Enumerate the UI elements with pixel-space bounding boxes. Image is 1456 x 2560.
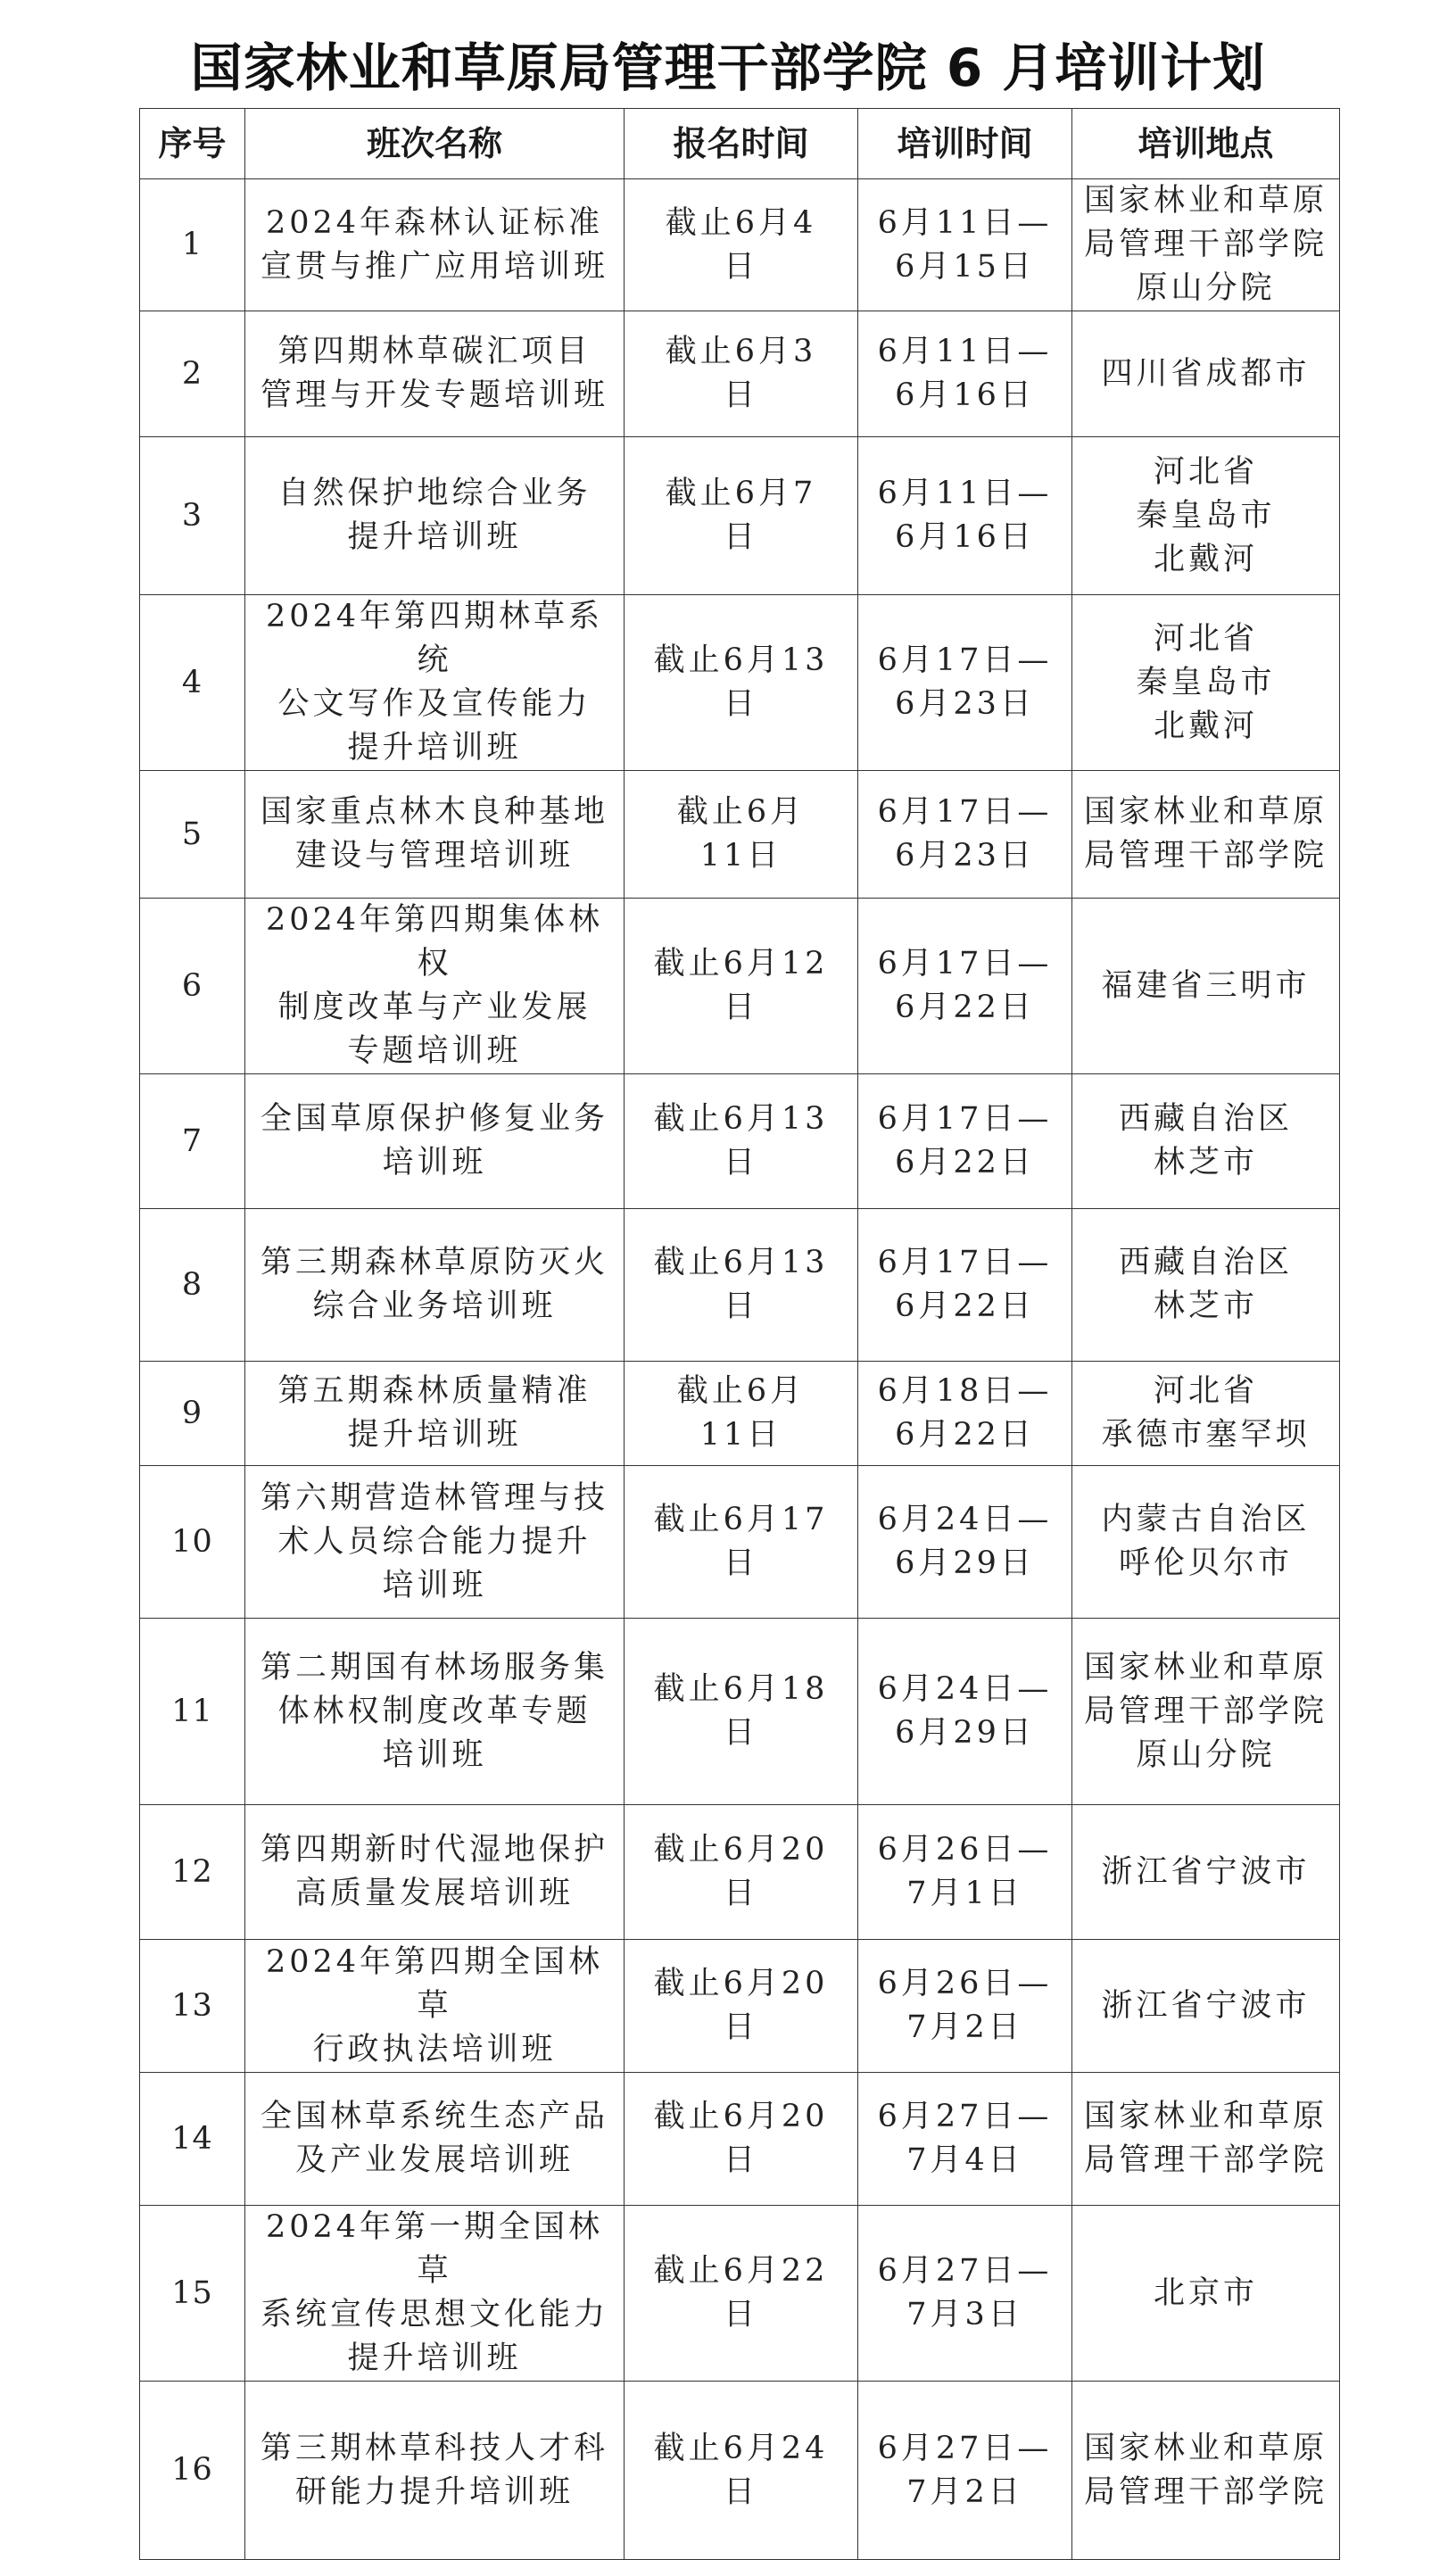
training-time: 6月11日— 6月15日 (858, 179, 1072, 311)
training-location: 西藏自治区 林芝市 (1072, 1074, 1340, 1209)
table-row (140, 437, 1340, 595)
table-row (140, 2206, 1340, 2382)
training-location: 国家林业和草原 局管理干部学院 (1072, 2073, 1340, 2206)
training-time: 6月11日— 6月16日 (858, 437, 1072, 595)
signup-time: 截止6月13 日 (625, 1209, 858, 1362)
class-name: 第五期森林质量精准 提升培训班 (245, 1362, 625, 1466)
row-index: 13 (140, 1940, 245, 2073)
training-time: 6月27日— 7月3日 (858, 2206, 1072, 2382)
class-name: 第三期林草科技人才科 研能力提升培训班 (245, 2382, 625, 2560)
table-row (140, 1466, 1340, 1619)
training-time: 6月24日— 6月29日 (858, 1619, 1072, 1805)
row-index: 2 (140, 311, 245, 437)
class-name: 第六期营造林管理与技 术人员综合能力提升 培训班 (245, 1466, 625, 1619)
training-location: 国家林业和草原 局管理干部学院 (1072, 771, 1340, 899)
table-row (140, 1805, 1340, 1940)
training-time: 6月26日— 7月2日 (858, 1940, 1072, 2073)
row-index: 14 (140, 2073, 245, 2206)
training-time: 6月17日— 6月23日 (858, 771, 1072, 899)
table-row (140, 595, 1340, 771)
training-location: 四川省成都市 (1072, 311, 1340, 437)
signup-time: 截止6月20 日 (625, 2073, 858, 2206)
table-row (140, 1619, 1340, 1805)
header-class-name: 班次名称 (245, 109, 625, 179)
class-name: 2024年第四期全国林草 行政执法培训班 (245, 1940, 625, 2073)
training-time: 6月11日— 6月16日 (858, 311, 1072, 437)
row-index: 10 (140, 1466, 245, 1619)
header-signup-time: 报名时间 (625, 109, 858, 179)
training-time: 6月18日— 6月22日 (858, 1362, 1072, 1466)
page-title: 国家林业和草原局管理干部学院 6 月培训计划 (190, 37, 1266, 98)
class-name: 2024年森林认证标准 宣贯与推广应用培训班 (245, 179, 625, 311)
table-row (140, 2073, 1340, 2206)
class-name: 自然保护地综合业务 提升培训班 (245, 437, 625, 595)
row-index: 5 (140, 771, 245, 899)
table-row (140, 1074, 1340, 1209)
signup-time: 截止6月4 日 (625, 179, 858, 311)
class-name: 第二期国有林场服务集 体林权制度改革专题 培训班 (245, 1619, 625, 1805)
class-name: 第四期新时代湿地保护 高质量发展培训班 (245, 1805, 625, 1940)
class-name: 第四期林草碳汇项目 管理与开发专题培训班 (245, 311, 625, 437)
row-index: 1 (140, 179, 245, 311)
training-location: 西藏自治区 林芝市 (1072, 1209, 1340, 1362)
training-time: 6月24日— 6月29日 (858, 1466, 1072, 1619)
header-training-time: 培训时间 (858, 109, 1072, 179)
table-row (140, 179, 1340, 311)
class-name: 2024年第四期林草系统 公文写作及宣传能力 提升培训班 (245, 595, 625, 771)
row-index: 4 (140, 595, 245, 771)
class-name: 第三期森林草原防灭火 综合业务培训班 (245, 1209, 625, 1362)
row-index: 3 (140, 437, 245, 595)
class-name: 2024年第一期全国林草 系统宣传思想文化能力 提升培训班 (245, 2206, 625, 2382)
signup-time: 截止6月 11日 (625, 1362, 858, 1466)
table-row (140, 1209, 1340, 1362)
training-location: 国家林业和草原 局管理干部学院 原山分院 (1072, 1619, 1340, 1805)
row-index: 7 (140, 1074, 245, 1209)
row-index: 15 (140, 2206, 245, 2382)
training-location: 北京市 (1072, 2206, 1340, 2382)
row-index: 8 (140, 1209, 245, 1362)
training-location: 内蒙古自治区 呼伦贝尔市 (1072, 1466, 1340, 1619)
table-row (140, 771, 1340, 899)
row-index: 9 (140, 1362, 245, 1466)
signup-time: 截止6月20 日 (625, 1805, 858, 1940)
row-index: 11 (140, 1619, 245, 1805)
table-row (140, 311, 1340, 437)
training-location: 国家林业和草原 局管理干部学院 原山分院 (1072, 179, 1340, 311)
training-location: 浙江省宁波市 (1072, 1805, 1340, 1940)
signup-time: 截止6月12 日 (625, 899, 858, 1074)
training-location: 福建省三明市 (1072, 899, 1340, 1074)
training-time: 6月17日— 6月22日 (858, 899, 1072, 1074)
signup-time: 截止6月7 日 (625, 437, 858, 595)
signup-time: 截止6月17 日 (625, 1466, 858, 1619)
signup-time: 截止6月3 日 (625, 311, 858, 437)
signup-time: 截止6月20 日 (625, 1940, 858, 2073)
signup-time: 截止6月24 日 (625, 2382, 858, 2560)
table-row (140, 1362, 1340, 1466)
signup-time: 截止6月18 日 (625, 1619, 858, 1805)
training-location: 国家林业和草原 局管理干部学院 (1072, 2382, 1340, 2560)
signup-time: 截止6月22 日 (625, 2206, 858, 2382)
class-name: 2024年第四期集体林权 制度改革与产业发展 专题培训班 (245, 899, 625, 1074)
training-time: 6月17日— 6月23日 (858, 595, 1072, 771)
row-index: 12 (140, 1805, 245, 1940)
header-index: 序号 (140, 109, 245, 179)
training-location: 河北省 承德市塞罕坝 (1072, 1362, 1340, 1466)
training-location: 河北省 秦皇岛市 北戴河 (1072, 595, 1340, 771)
table-header-row (140, 109, 1340, 179)
table-row (140, 1940, 1340, 2073)
signup-time: 截止6月13 日 (625, 1074, 858, 1209)
class-name: 全国草原保护修复业务 培训班 (245, 1074, 625, 1209)
training-time: 6月27日— 7月2日 (858, 2382, 1072, 2560)
table-row (140, 2382, 1340, 2560)
training-time: 6月17日— 6月22日 (858, 1209, 1072, 1362)
class-name: 全国林草系统生态产品 及产业发展培训班 (245, 2073, 625, 2206)
signup-time: 截止6月 11日 (625, 771, 858, 899)
training-time: 6月17日— 6月22日 (858, 1074, 1072, 1209)
class-name: 国家重点林木良种基地 建设与管理培训班 (245, 771, 625, 899)
training-location: 浙江省宁波市 (1072, 1940, 1340, 2073)
training-time: 6月27日— 7月4日 (858, 2073, 1072, 2206)
header-training-location: 培训地点 (1072, 109, 1340, 179)
signup-time: 截止6月13 日 (625, 595, 858, 771)
row-index: 6 (140, 899, 245, 1074)
training-time: 6月26日— 7月1日 (858, 1805, 1072, 1940)
row-index: 16 (140, 2382, 245, 2560)
training-plan-table (139, 108, 1340, 2560)
table-row (140, 899, 1340, 1074)
training-location: 河北省 秦皇岛市 北戴河 (1072, 437, 1340, 595)
